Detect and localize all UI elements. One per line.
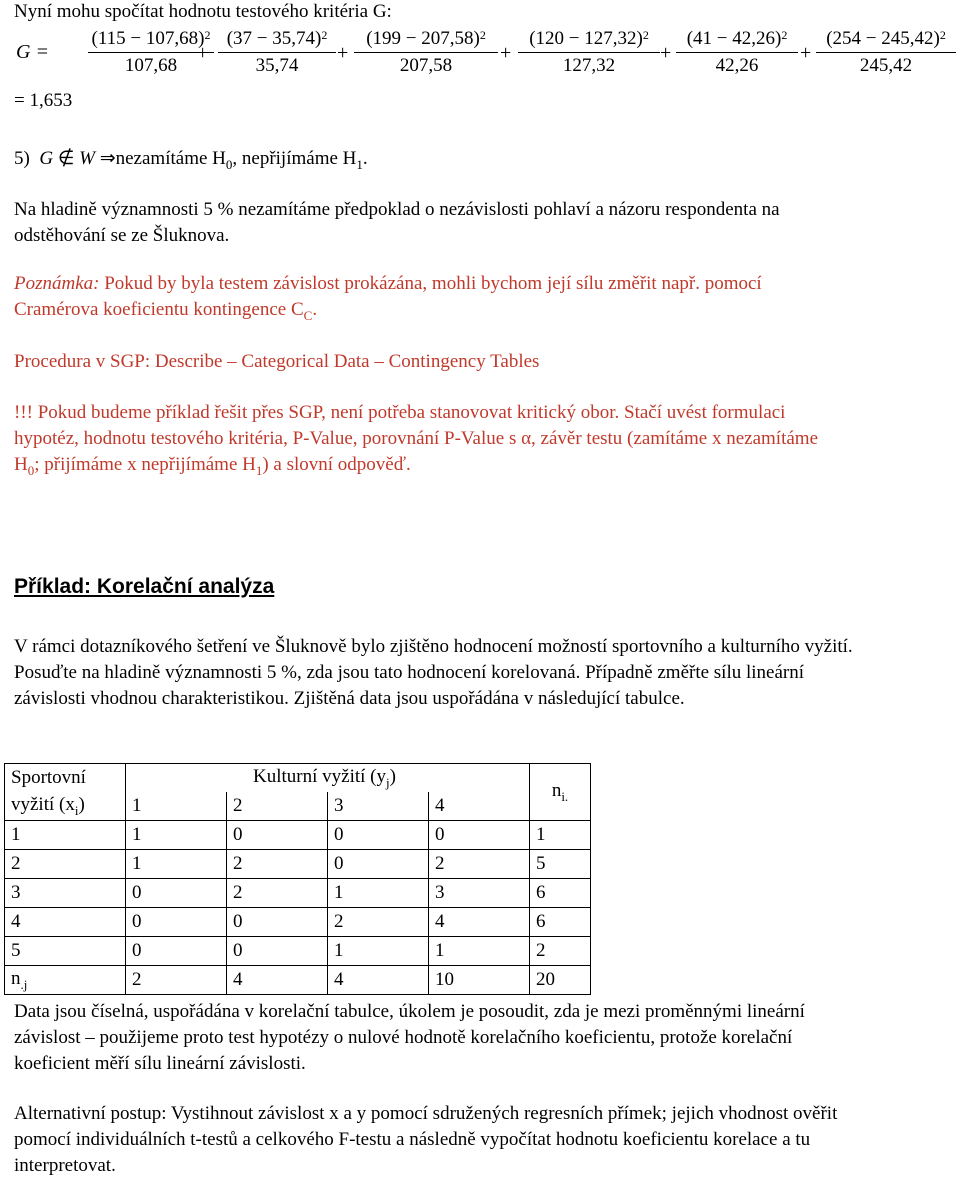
table-row: 4 0 0 2 4 6 (5, 908, 591, 937)
formula-term-2: $\frac{(37 - 35,74)^2}{35,74}$ (218, 26, 336, 79)
plus-sign: + (500, 42, 512, 64)
table-row: 1 1 0 0 0 1 (5, 821, 591, 850)
correlation-table (4, 763, 591, 995)
table-grand-total: 20 (530, 966, 591, 995)
task-text: V rámci dotazníkového šetření ve Šluknově bylo zjištěno hodnocení možností sportovního a kulturního vyžití. Posuďte na hladině významnosti 5 %, zda jsou tato hodnocení korelovaná. Případně změřte sílu lineární závislosti vhodnou charakteristikou. Zjištěná data jsou uspořádána v následující tabulce. (14, 636, 853, 709)
table-col-header: 2 (227, 792, 328, 821)
procedure-text: Procedura v SGP: Describe – Categorical Data – Contingency Tables (14, 351, 540, 372)
table-nj-label: $n_{.j}$ (5, 966, 126, 995)
plus-sign: + (337, 42, 349, 64)
formula-term-1: $\frac{(115 - 107,68)^2}{107,68}$ (88, 26, 214, 79)
formula-lhs: G = (16, 41, 49, 63)
table-total-row: $n_{.j}$ 2 4 4 10 20 (5, 966, 591, 995)
g-formula (0, 26, 960, 116)
formula-term-3: $\frac{(199 - 207,58)^2}{207,58}$ (354, 26, 498, 79)
table-col-header: 1 (126, 792, 227, 821)
formula-term-6: $\frac{(254 - 245,42)^2}{245,42}$ (816, 26, 956, 79)
table-corner-bottom: vyžití $(x_i)$ (5, 792, 126, 821)
note-text: Poznámka: Pokud by byla testem závislost prokázána, mohli bychom její sílu změřit např. pomocí Cramérova koeficientu kontingence $C_C$. (14, 273, 762, 323)
conclusion-text: Na hladině významnosti 5 % nezamítáme předpoklad o nezávislosti pohlaví a názoru respondenta na odstěhování se ze Šluknova. (14, 199, 780, 246)
example-heading: Příklad: Korelační analýza (14, 575, 275, 598)
table-row: 3 0 2 1 3 6 (5, 879, 591, 908)
sgp-note: !!! Pokud budeme příklad řešit přes SGP, není potřeba stanovovat kritický obor. Stačí uvést formulaci hypotéz, hodnotu testového kritéria, P-Value, porovnání P-Value s α, závěr testu (zamítáme x nezamítáme $H_0$; přijímáme x nepřijímáme $H_1$) a slovní odpověď. (14, 402, 819, 478)
plus-sign: + (800, 42, 812, 64)
table-col-header: 4 (429, 792, 530, 821)
formula-term-5: $\frac{(41 - 42,26)^2}{42,26}$ (676, 26, 798, 79)
table-row: 5 0 0 1 1 2 (5, 937, 591, 966)
table-col-header: 3 (328, 792, 429, 821)
method-text: Data jsou číselná, uspořádána v korelační tabulce, úkolem je posoudit, zda je mezi proměnnými lineární závislost – použijeme proto test hypotézy o nulové hodnotě korelačního koeficientu, protože korelační koeficient měří sílu lineární závislosti. (14, 1001, 805, 1074)
alternative-text: Alternativní postup: Vystihnout závislost x a y pomocí sdružených regresních přímek; jejich vhodnost ověřit pomocí individuálních t-testů a celkového F-testu a následně vypočítat hodnotu koeficientu korelace a tu interpretovat. (14, 1103, 838, 1176)
plus-sign: + (660, 42, 672, 64)
formula-result: = 1,653 (14, 90, 73, 111)
formula-term-4: $\frac{(120 - 127,32)^2}{127,32}$ (518, 26, 660, 79)
intro-text: Nyní mohu spočítat hodnotu testového kritéria G: (14, 1, 392, 22)
table-corner-top: Sportovní (5, 764, 126, 793)
table-ni-header: $n_{i.}$ (530, 764, 591, 821)
step-5: 5) G ∉ W ⇒nezamítáme $H_0$, nepřijímáme $H_1$. (14, 148, 368, 172)
table-col-group: Kulturní vyžití $(y_j)$ (126, 764, 530, 793)
table-row: 2 1 2 0 2 5 (5, 850, 591, 879)
plus-sign: + (197, 42, 209, 64)
